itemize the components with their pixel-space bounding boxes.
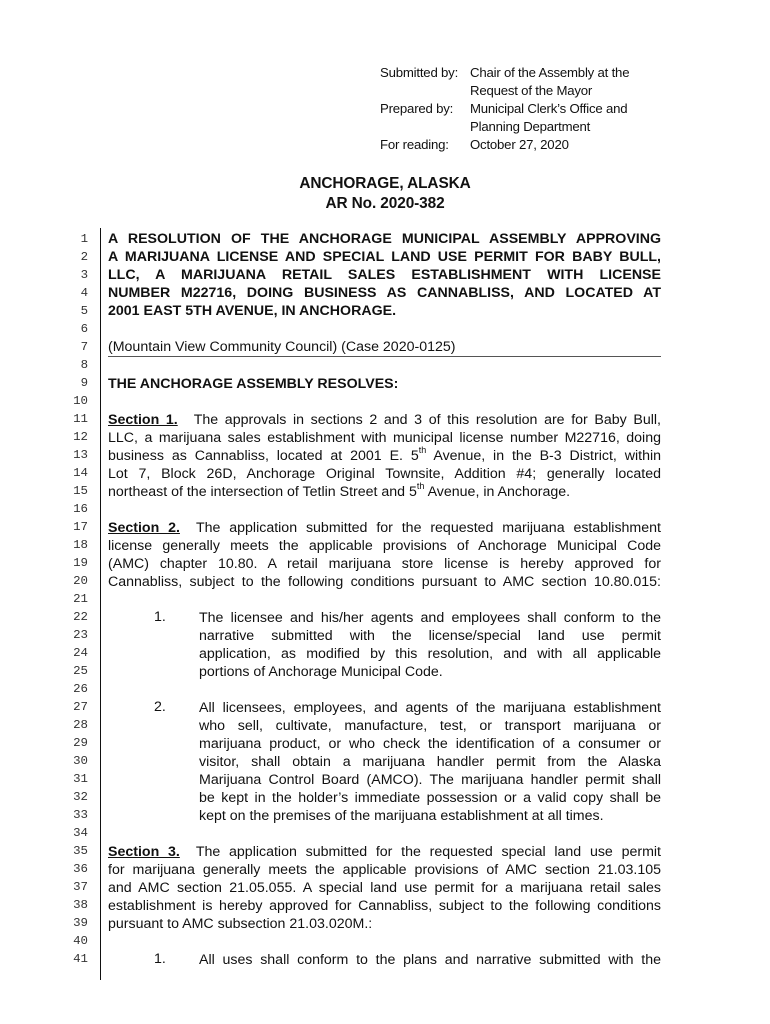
section1-text: business as Cannabliss, located at 2001 E. 5 <box>108 448 419 464</box>
line-number: 25 <box>73 664 88 678</box>
item-number: 2. <box>154 699 166 715</box>
resolution-title-line: A RESOLUTION OF THE ANCHORAGE MUNICIPAL ASSEMBLY APPROVING <box>108 231 661 247</box>
section1-heading: Section 1. <box>108 412 178 428</box>
item-line: Marijuana Control Board (AMCO). The marijuana handler permit shall <box>199 772 661 788</box>
item-line: who sell, cultivate, manufacture, test, or transport marijuana or <box>199 718 661 734</box>
line-number: 22 <box>73 610 88 624</box>
section2-heading: Section 2. <box>108 520 180 536</box>
resolution-title-line: A MARIJUANA LICENSE AND SPECIAL LAND USE PERMIT FOR BABY BULL, <box>108 249 661 265</box>
line-number: 7 <box>80 340 88 354</box>
section2-text: The application submitted for the requested marijuana establishment <box>195 520 661 536</box>
line-number: 38 <box>73 898 88 912</box>
meta-label <box>380 82 470 100</box>
meta-label: Submitted by: <box>380 65 459 80</box>
section1-text: Avenue, in Anchorage. <box>424 484 571 500</box>
line-number: 36 <box>73 862 88 876</box>
line-number: 11 <box>73 412 88 426</box>
line-number: 5 <box>80 304 88 318</box>
line-number-column <box>54 230 88 968</box>
line-number: 34 <box>73 826 88 840</box>
meta-label <box>380 118 470 136</box>
superscript: th <box>416 481 425 492</box>
resolution-title-line: LLC, A MARIJUANA RETAIL SALES ESTABLISHMENT WITH LICENSE <box>108 267 661 283</box>
resolution-title-line: NUMBER M22716, DOING BUSINESS AS CANNABLISS, AND LOCATED AT <box>108 285 661 301</box>
item-line: kept on the premises of the marijuana establishment at all times. <box>199 808 604 824</box>
blank-line <box>108 825 661 843</box>
item-line: marijuana product, or who check the identification of a consumer or <box>199 736 661 752</box>
resolution-title-line: 2001 EAST 5TH AVENUE, IN ANCHORAGE. <box>108 303 397 319</box>
section3-line <box>108 843 661 861</box>
section1-line: LLC, a marijuana sales establishment with municipal license number M22716, doing <box>108 430 661 446</box>
meta-value: Chair of the Assembly at the <box>470 65 630 80</box>
meta-row <box>380 82 660 100</box>
blank-line <box>108 681 661 699</box>
item-line: portions of Anchorage Municipal Code. <box>199 664 443 680</box>
meta-row <box>380 136 660 154</box>
blank-line <box>108 933 661 951</box>
meta-value: Planning Department <box>470 119 591 134</box>
line-number: 8 <box>80 358 88 372</box>
line-number: 16 <box>73 502 88 516</box>
line-number: 4 <box>80 286 88 300</box>
item-line: application, as modified by this resolution, and with all applicable <box>199 646 661 662</box>
item-line: narrative submitted with the license/special land use permit <box>199 628 661 644</box>
line-number: 13 <box>73 448 88 462</box>
blank-line <box>108 591 661 609</box>
section3-line: pursuant to AMC subsection 21.03.020M.: <box>108 916 373 932</box>
item-line: All licensees, employees, and agents of the marijuana establishment <box>199 700 661 716</box>
section3-line: establishment is hereby approved for Cannabliss, subject to the following conditions <box>108 898 661 914</box>
line-number: 30 <box>73 754 88 768</box>
line-number: 27 <box>73 700 88 714</box>
council-note: (Mountain View Community Council) (Case 2020-0125) <box>108 338 661 357</box>
item-number: 1. <box>154 951 166 967</box>
line-number: 12 <box>73 430 88 444</box>
section3-line: and AMC section 21.05.055. A special land use permit for a marijuana retail sales <box>108 880 661 896</box>
meta-value: October 27, 2020 <box>470 137 569 152</box>
condition-item <box>108 699 661 825</box>
superscript: th <box>418 445 427 456</box>
section3-line: for marijuana generally meets the applicable provisions of AMC section 21.03.105 <box>108 862 661 878</box>
meta-label: Prepared by: <box>380 101 454 116</box>
meta-label: For reading: <box>380 137 449 152</box>
line-number: 28 <box>73 718 88 732</box>
section2-line: license generally meets the applicable provisions of Anchorage Municipal Code <box>108 538 661 554</box>
item-line: The licensee and his/her agents and employees shall conform to the <box>199 610 661 626</box>
section1-text: The approvals in sections 2 and 3 of this resolution are for Baby Bull, <box>193 412 661 428</box>
line-number: 33 <box>73 808 88 822</box>
line-number: 41 <box>73 952 88 966</box>
line-number: 39 <box>73 916 88 930</box>
section1-line <box>108 411 661 429</box>
resolves-heading: THE ANCHORAGE ASSEMBLY RESOLVES: <box>108 376 399 392</box>
blank-line <box>108 501 661 519</box>
municipality-title: ANCHORAGE, ALASKA <box>299 175 471 192</box>
item-number: 1. <box>154 609 166 625</box>
section3-text: The application submitted for the requested special land use permit <box>195 844 661 860</box>
line-number: 40 <box>73 934 88 948</box>
line-number: 29 <box>73 736 88 750</box>
section2-line: (AMC) chapter 10.80. A retail marijuana store license is hereby approved for <box>108 556 661 572</box>
item-line: be kept in the holder’s immediate possession or a valid copy shall be <box>199 790 661 806</box>
line-number: 20 <box>73 574 88 588</box>
section2-line <box>108 519 661 537</box>
condition-item <box>108 609 661 681</box>
line-number: 3 <box>80 268 88 282</box>
line-number: 2 <box>80 250 88 264</box>
line-number: 35 <box>73 844 88 858</box>
item-line: visitor, shall obtain a marijuana handler permit from the Alaska <box>199 754 661 770</box>
meta-row <box>380 118 660 136</box>
line-number: 10 <box>73 394 88 408</box>
line-number: 31 <box>73 772 88 786</box>
section3-heading: Section 3. <box>108 844 180 860</box>
meta-row <box>380 100 660 118</box>
item-line: All uses shall conform to the plans and narrative submitted with the <box>199 952 661 968</box>
meta-row <box>380 64 660 82</box>
section2-line: Cannabliss, subject to the following conditions pursuant to AMC section 10.80.015: <box>108 574 661 590</box>
section1-line <box>108 447 661 465</box>
line-number: 37 <box>73 880 88 894</box>
blank-line <box>108 393 661 411</box>
resolution-number: AR No. 2020-382 <box>325 195 445 212</box>
section1-line <box>108 483 661 501</box>
line-number: 23 <box>73 628 88 642</box>
line-number: 6 <box>80 322 88 336</box>
line-number: 32 <box>73 790 88 804</box>
submission-info <box>380 64 660 154</box>
line-number: 14 <box>73 466 88 480</box>
section1-text: northeast of the intersection of Tetlin Street and 5 <box>108 484 417 500</box>
meta-value: Municipal Clerk’s Office and <box>470 101 628 116</box>
line-number: 19 <box>73 556 88 570</box>
section1-line: Lot 7, Block 26D, Anchorage Original Townsite, Addition #4; generally located <box>108 466 661 482</box>
line-number: 9 <box>80 376 88 390</box>
line-number: 15 <box>73 484 88 498</box>
line-number: 26 <box>73 682 88 696</box>
line-number: 17 <box>73 520 88 534</box>
resolution-body <box>108 230 661 969</box>
condition-item <box>108 951 661 969</box>
margin-rule <box>100 228 101 980</box>
meta-value: Request of the Mayor <box>470 83 593 98</box>
line-number: 1 <box>80 232 88 246</box>
line-number: 21 <box>73 592 88 606</box>
section1-text: Avenue, in the B-3 District, within <box>426 448 661 464</box>
blank-line <box>108 320 661 338</box>
line-number: 24 <box>73 646 88 660</box>
line-number: 18 <box>73 538 88 552</box>
blank-line <box>108 357 661 375</box>
